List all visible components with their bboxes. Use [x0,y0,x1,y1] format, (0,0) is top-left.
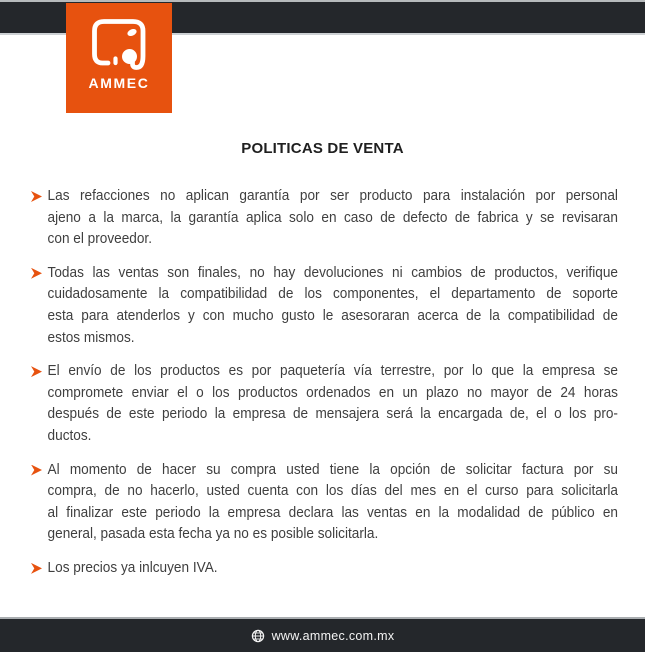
policy-item [31,186,618,251]
policy-line: general, pasada esta fecha ya no es posible solicitarla. [47,526,379,543]
policy-line: ajeno a la marca, la garantía aplica solo en caso de defecto de fabrica y se revisaran [47,209,618,226]
chevron-bullet-icon [31,563,42,574]
elephant-icon [91,18,148,71]
policy-text [48,460,618,546]
policy-item [31,361,618,447]
footer-bar [0,619,645,652]
chevron-bullet-icon [31,366,42,377]
website-text: www.ammec.com.mx [271,628,395,643]
page-title: POLITICAS DE VENTA [241,140,404,157]
policy-line: compra, de no hacerlo, usted cuenta con los días del mes en el curso para solicitarla [47,483,618,500]
policy-text [48,361,618,447]
policy-line: compromete enviar el o los productos ordenados en un plazo no mayor de 24 horas [47,384,618,401]
policy-line: después de este periodo la empresa de mensajera será la encargada de, el o los pro- [47,406,618,423]
policy-text [48,263,618,349]
policy-line: Todas las ventas son finales, no hay devoluciones ni cambios de productos, verifique [47,264,618,281]
policy-line: El envío de los productos es por paquetería vía terrestre, por lo que la empresa se [47,363,618,380]
chevron-bullet-icon [31,191,42,202]
policy-line: esta para atenderlos y con mucho gusto le asesoraran acerca de la compatibilidad de [47,307,618,324]
policy-line: con el proveedor. [47,231,153,248]
logo-wordmark: AMMEC [88,75,150,91]
chevron-bullet-icon [31,465,42,476]
policy-line: ductos. [47,427,92,444]
chevron-bullet-icon [31,268,42,279]
policy-line: al finalizar este periodo la empresa declara las ventas en la modalidad de público en [47,504,618,521]
policy-line: cuidadosamente la compatibilidad de los componentes, el departamento de soporte [47,286,618,303]
globe-icon [251,629,265,643]
policy-item [31,558,618,580]
policy-line: Los precios ya inlcuyen IVA. [47,559,218,576]
policy-item [31,460,618,546]
policy-line: Al momento de hacer su compra usted tiene la opción de solicitar factura por su [47,461,618,478]
policy-line: Las refacciones no aplican garantía por ser producto para instalación por personal [47,188,618,204]
policy-text [48,186,618,251]
policy-item [31,263,618,349]
policy-list [31,186,618,592]
policy-text [48,558,618,580]
policy-line: estos mismos. [47,329,135,346]
ammec-logo [66,3,172,113]
